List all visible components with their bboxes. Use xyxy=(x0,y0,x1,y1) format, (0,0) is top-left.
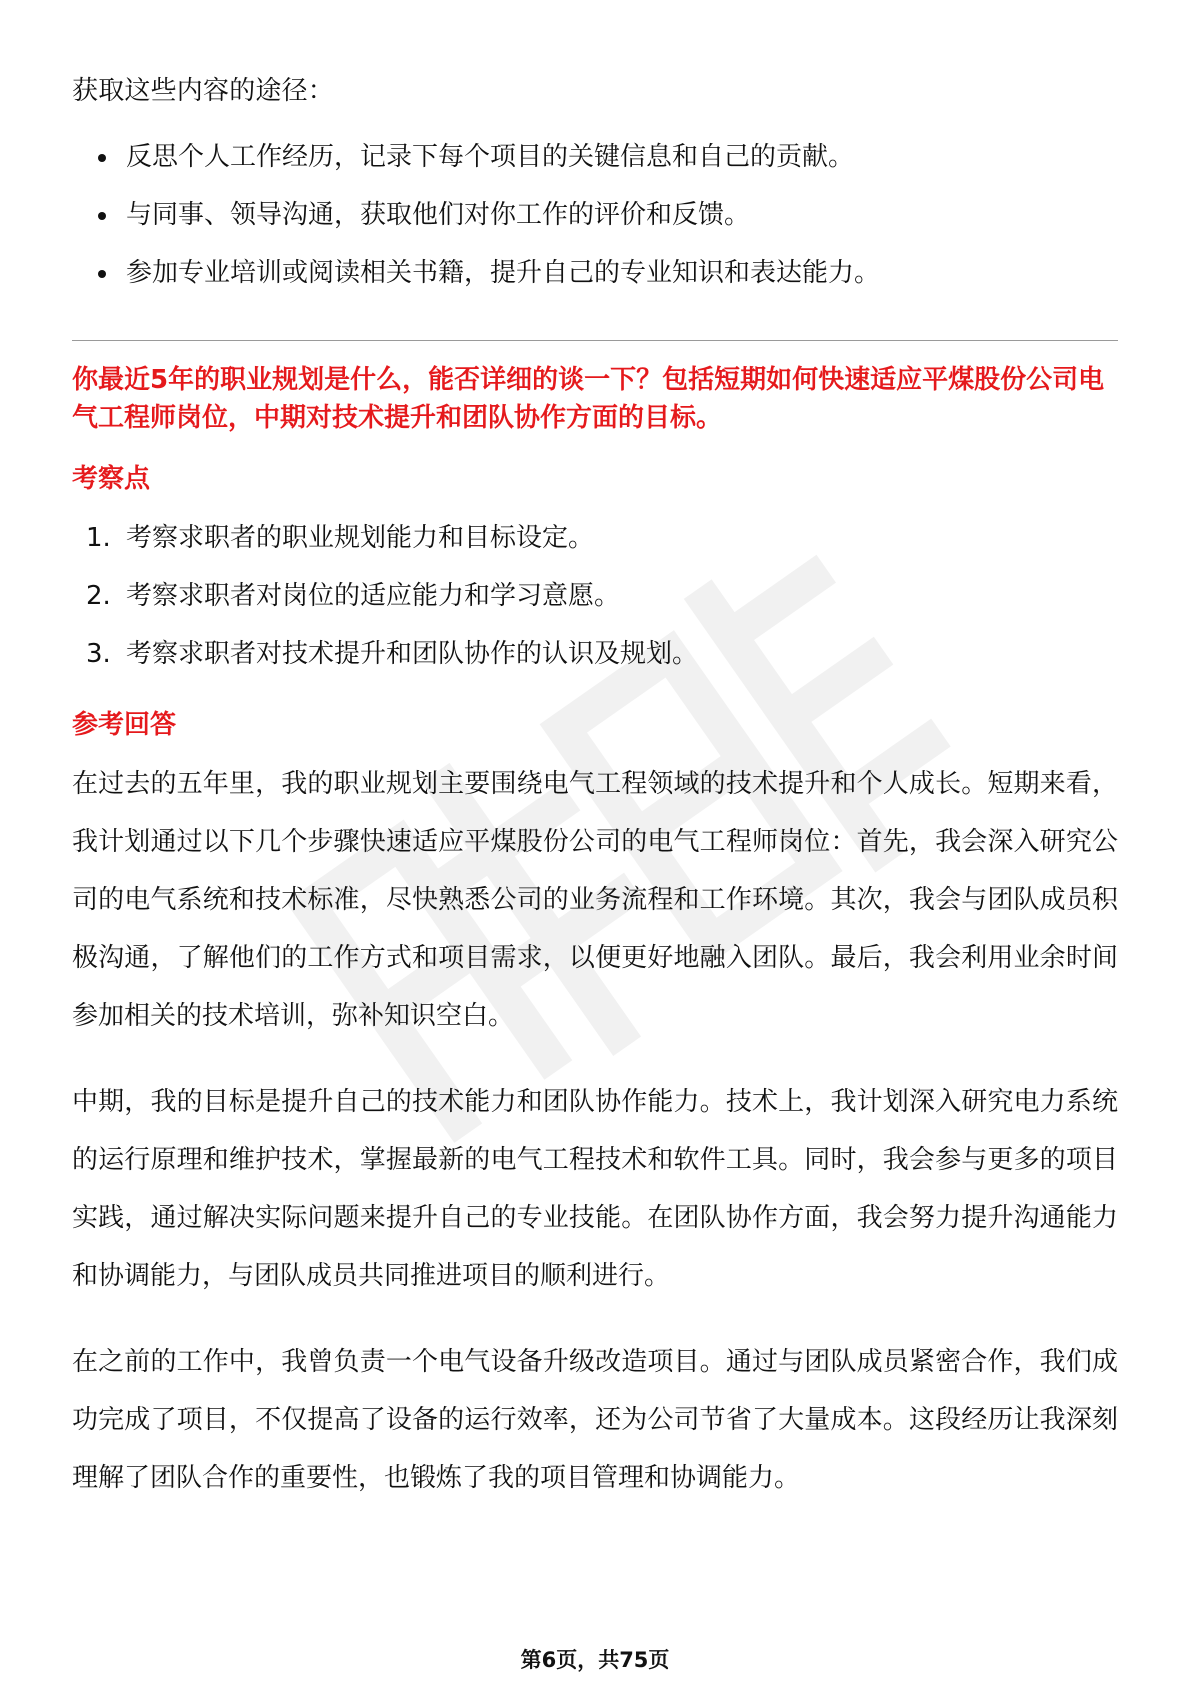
bullet-item xyxy=(72,186,1118,244)
intro-text: 获取这些内容的途径： xyxy=(72,76,335,106)
bullet-item xyxy=(72,244,1118,302)
answer-paragraph: 在过去的五年里，我的职业规划主要围绕电气工程领域的技术提升和个人成长。短期来看，我计划通过以下几个步骤快速适应平煤股份公司的电气工程师岗位：首先，我会深入研究公司的电气系统和技术标准，尽快熟悉公司的业务流程和工作环境。其次，我会与团队成员积极沟通，了解他们的工作方式和项目需求，以便更好地融入团队。最后，我会利用业余时间参加相关的技术培训，弥补知识空白。 xyxy=(72,769,1118,1031)
exam-points-heading: 考察点 xyxy=(72,464,151,494)
exam-point-item xyxy=(72,567,1118,625)
bullet-dot-icon xyxy=(98,270,106,278)
page-footer: 第6页，共75页 xyxy=(520,1648,670,1672)
bullet-text: 与同事、领导沟通，获取他们对你工作的评价和反馈。 xyxy=(126,200,751,230)
bullet-text: 参加专业培训或阅读相关书籍，提升自己的专业知识和表达能力。 xyxy=(126,258,881,288)
exam-point-number: 3. xyxy=(86,639,111,669)
exam-points-list xyxy=(72,509,1118,683)
exam-point-text: 考察求职者对技术提升和团队协作的认识及规划。 xyxy=(126,639,699,669)
bullet-dot-icon xyxy=(98,154,106,162)
answer-heading: 参考回答 xyxy=(72,710,177,740)
question-title: 你最近5年的职业规划是什么，能否详细的谈一下？包括短期如何快速适应平煤股份公司电气工程师岗位，中期对技术提升和团队协作方面的目标。 xyxy=(72,365,1105,433)
bullet-text: 反思个人工作经历，记录下每个项目的关键信息和自己的贡献。 xyxy=(126,142,855,172)
exam-point-number: 2. xyxy=(86,581,111,611)
section-divider xyxy=(72,340,1118,341)
exam-point-text: 考察求职者对岗位的适应能力和学习意愿。 xyxy=(126,581,621,611)
answer-paragraph: 在之前的工作中，我曾负责一个电气设备升级改造项目。通过与团队成员紧密合作，我们成功完成了项目，不仅提高了设备的运行效率，还为公司节省了大量成本。这段经历让我深刻理解了团队合作的重要性，也锻炼了我的项目管理和协调能力。 xyxy=(72,1347,1118,1493)
exam-point-number: 1. xyxy=(86,523,111,553)
answer-paragraph: 中期，我的目标是提升自己的技术能力和团队协作能力。技术上，我计划深入研究电力系统的运行原理和维护技术，掌握最新的电气工程技术和软件工具。同时，我会参与更多的项目实践，通过解决实际问题来提升自己的专业技能。在团队协作方面，我会努力提升沟通能力和协调能力，与团队成员共同推进项目的顺利进行。 xyxy=(72,1087,1118,1291)
exam-point-text: 考察求职者的职业规划能力和目标设定。 xyxy=(126,523,595,553)
bullet-list xyxy=(72,128,1118,302)
bullet-item xyxy=(72,128,1118,186)
main-content xyxy=(72,62,1118,1535)
exam-point-item xyxy=(72,509,1118,567)
bullet-dot-icon xyxy=(98,212,106,220)
exam-point-item xyxy=(72,625,1118,683)
